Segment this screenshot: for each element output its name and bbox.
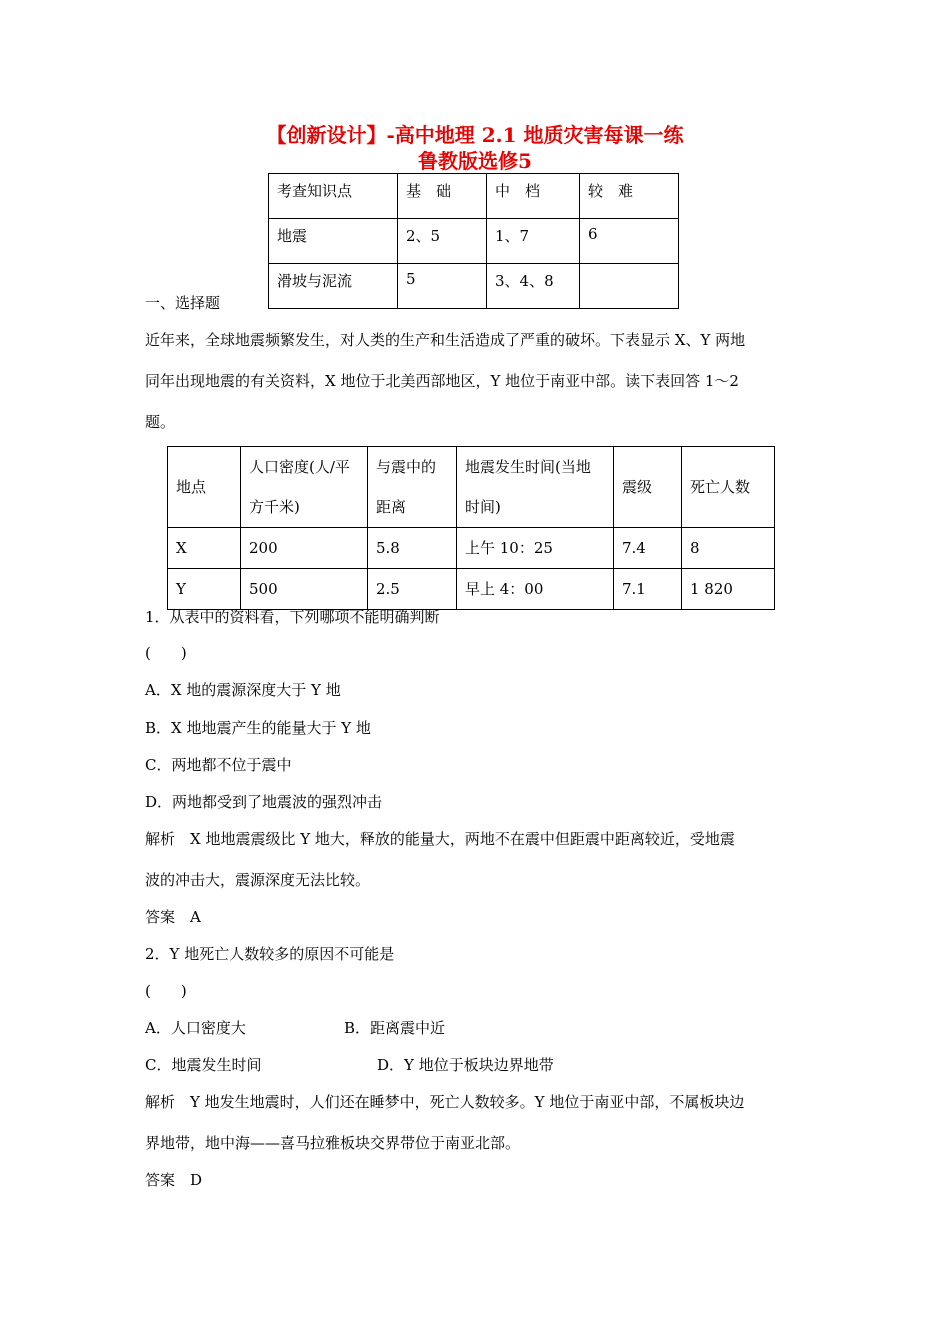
table-header-row — [168, 447, 775, 528]
table-cell: 3、4、8 — [487, 264, 580, 309]
analysis-line: 解析 Y 地发生地震时，人们还在睡梦中，死亡人数较多。Y 地位于南亚中部，不属板块边 — [145, 1093, 745, 1111]
table-header-cell: 地震发生时间(当地时间) — [457, 447, 614, 528]
table-cell: 2、5 — [398, 219, 487, 264]
question-stem: 2．Y 地死亡人数较多的原因不可能是 — [145, 945, 395, 963]
table-header-cell: 中 档 — [487, 174, 580, 219]
table-header-cell: 地点 — [168, 447, 241, 528]
answer-line: 答案 D — [145, 1171, 203, 1189]
table-cell: 1 820 — [682, 569, 775, 610]
table-header-cell: 较 难 — [580, 174, 679, 219]
option-d: D．两地都受到了地震波的强烈冲击 — [145, 793, 383, 811]
option-d: D．Y 地位于板块边界地带 — [377, 1056, 554, 1074]
table-cell: 6 — [580, 219, 679, 264]
option-b: B．距离震中近 — [344, 1019, 446, 1037]
table-cell: 2.5 — [368, 569, 457, 610]
table-header-cell: 考查知识点 — [269, 174, 398, 219]
option-a: A．X 地的震源深度大于 Y 地 — [145, 681, 341, 699]
option-c: C．地震发生时间 — [145, 1056, 262, 1074]
option-c: C．两地都不位于震中 — [145, 756, 292, 774]
document-subtitle: 鲁教版选修5 — [418, 149, 532, 173]
table-row — [168, 569, 775, 610]
table-header-cell: 震级 — [614, 447, 682, 528]
answer-blank: ( ) — [145, 644, 187, 662]
table-cell: 早上 4：00 — [457, 569, 614, 610]
question-stem: 1．从表中的资料看，下列哪项不能明确判断 — [145, 608, 440, 626]
table-cell: 5 — [398, 264, 487, 309]
table-header-cell: 基 础 — [398, 174, 487, 219]
document-title: 【创新设计】-高中地理 2.1 地质灾害每课一练 — [266, 123, 684, 147]
analysis-line: 波的冲击大，震源深度无法比较。 — [145, 871, 371, 889]
table-row — [269, 264, 679, 309]
table-cell: 8 — [682, 528, 775, 569]
table-header-cell: 与震中的距离 — [368, 447, 457, 528]
table-row — [168, 528, 775, 569]
earthquake-data-table — [167, 446, 775, 610]
table-cell: 5.8 — [368, 528, 457, 569]
table-cell: 7.1 — [614, 569, 682, 610]
table-cell: 200 — [241, 528, 368, 569]
table-cell: 1、7 — [487, 219, 580, 264]
table-row — [269, 219, 679, 264]
answer-line: 答案 A — [145, 908, 201, 926]
intro-line: 同年出现地震的有关资料，X 地位于北美西部地区，Y 地位于南亚中部。读下表回答 1～2 — [145, 372, 739, 390]
table-cell: Y — [168, 569, 241, 610]
table-header-row — [269, 174, 679, 219]
table-header-cell: 死亡人数 — [682, 447, 775, 528]
intro-line: 题。 — [145, 413, 176, 431]
table-cell: 地震 — [269, 219, 398, 264]
table-cell: 500 — [241, 569, 368, 610]
table-cell: 上午 10：25 — [457, 528, 614, 569]
table-header-cell: 人口密度(人/平方千米) — [241, 447, 368, 528]
intro-line: 近年来，全球地震频繁发生，对人类的生产和生活造成了严重的破坏。下表显示 X、Y 两地 — [145, 331, 746, 349]
table-cell: X — [168, 528, 241, 569]
knowledge-point-table — [268, 173, 679, 309]
section-heading: 一、选择题 — [145, 294, 221, 312]
table-cell — [580, 264, 679, 309]
analysis-line: 解析 X 地地震震级比 Y 地大，释放的能量大，两地不在震中但距震中距离较近，受地震 — [145, 830, 735, 848]
option-a: A．人口密度大 — [145, 1019, 246, 1037]
table-cell: 7.4 — [614, 528, 682, 569]
answer-blank: ( ) — [145, 982, 187, 1000]
option-b: B．X 地地震产生的能量大于 Y 地 — [145, 719, 371, 737]
analysis-line: 界地带，地中海——喜马拉雅板块交界带位于南亚北部。 — [145, 1134, 521, 1152]
table-cell: 滑坡与泥流 — [269, 264, 398, 309]
